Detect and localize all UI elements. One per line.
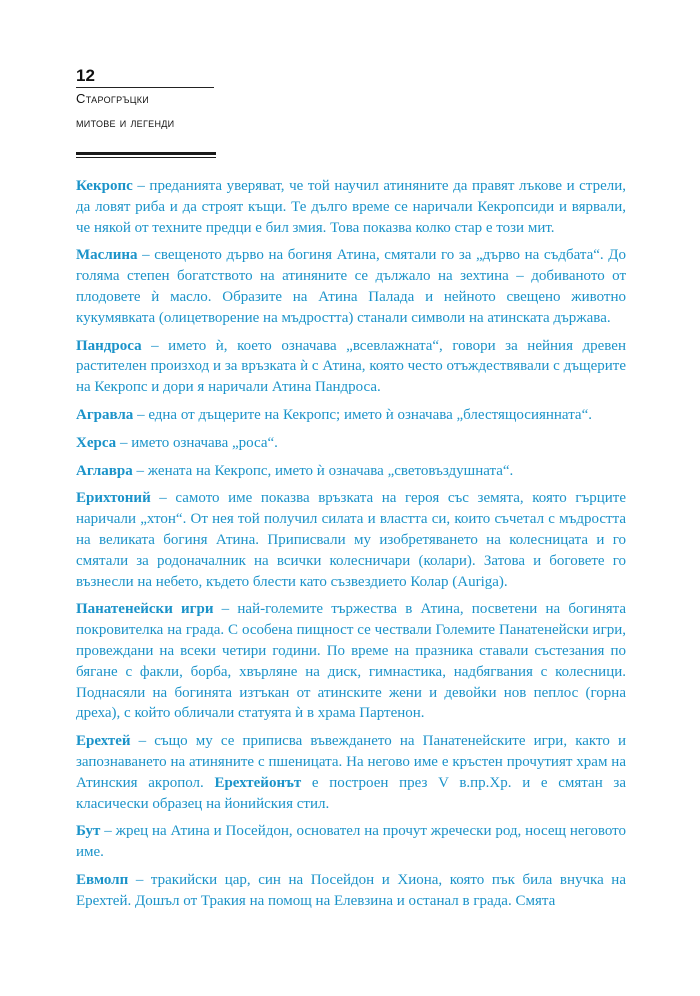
entry-inline-term: Ерехтейонът bbox=[214, 774, 302, 791]
entry-text: – преданията уверяват, че той научил атиняните да правят лъкове и стрели, да ловят риба и да строят къщи. Те дълго време се наричали Кекропсиди и вярвали, че някой от техните предци е бил змия. Това показва колко стар е този мит. bbox=[76, 178, 626, 236]
decorative-rule bbox=[76, 152, 216, 158]
book-title-line1: Старогръцки bbox=[76, 91, 150, 106]
running-header bbox=[76, 66, 216, 132]
glossary-entry-panateneyski-igri bbox=[76, 599, 626, 724]
book-title-line2: митове и легенди bbox=[76, 115, 175, 130]
entry-text: – жената на Кекропс, името ѝ означава „световъздушната“. bbox=[132, 462, 514, 479]
entry-text: – тракийски цар, син на Посейдон и Хиона, която пък била внучка на Ерехтей. Дошъл от Тракия на помощ на Елевзина и останал в града. Смята bbox=[76, 871, 626, 909]
entry-text: – една от дъщерите на Кекропс; името ѝ означава „блестящосиянната“. bbox=[133, 406, 592, 423]
glossary-entry-pandrosa bbox=[76, 336, 626, 398]
entry-term: Аглавра bbox=[76, 462, 133, 479]
decorative-rule-thick bbox=[76, 152, 216, 155]
entry-text: – най-големите тържества в Атина, посветени на богинята покровителка на града. С особена пищност се чествали Големите Панатенейски игри, провеждани на всеки четири години. По време на празника ставали състезания по бягане с факли, борба, хвърляне на диск, гимнастика, надбягвания с колесници. Поднасяли на богинята изтъкан от атинските жени и девойки нов пеплос (горна дреха), с който обличали статуята ѝ в храма Партенон. bbox=[76, 601, 626, 722]
glossary-entry-hersa bbox=[76, 433, 626, 454]
glossary-entry-erihtoniy bbox=[76, 488, 626, 592]
entry-text: – свещеното дърво на богиня Атина, смятали го за „дърво на съдбата“. До голяма степен богатството на атиняните се дължало на зехтина – добиваното от плодовете ѝ масло. Образите на Атина Палада и нейното свещено животно кукумявката (олицетворение на мъдростта) станали символи на атинската държава. bbox=[76, 247, 626, 326]
entry-term: Кекропс bbox=[76, 178, 133, 194]
page-number: 12 bbox=[76, 66, 95, 85]
entry-term: Агравла bbox=[76, 406, 134, 423]
entry-term: Бут bbox=[76, 823, 101, 840]
entry-text-continued: е построен през V в.пр.Хр. и е смятан за класически образец на йонийския стил. bbox=[76, 774, 626, 812]
entry-term: Пандроса bbox=[76, 337, 142, 354]
entry-term: Евмолп bbox=[76, 871, 129, 888]
entry-term: Херса bbox=[76, 434, 117, 451]
glossary-entry-kekrops bbox=[76, 176, 626, 238]
glossary-entry-evmolp bbox=[76, 870, 626, 912]
entry-text: – самото име показва връзката на героя със земята, която гърците наричали „хтон“. От нея той получил силата и властта си, които съчетал с мъдростта на великата богиня Атина. Приписвали му изобретяването на колесницата и го смятали за родоначалник на всички колесничари (колари). Затова и боговете го възнесли на небето, където блести като съзвездието Колар (Auriga). bbox=[76, 490, 626, 590]
entry-term: Панатенейски игри bbox=[76, 601, 214, 618]
glossary-entry-but bbox=[76, 821, 626, 863]
glossary-entry-agravla bbox=[76, 405, 626, 426]
entry-text: – името ѝ, което означава „всевлажната“, говори за нейния древен растителен произход и за връзката ѝ с Атина, която често отъждествявали с дъщерите на Кекропс и дори я наричали Атина Пандроса. bbox=[76, 337, 626, 396]
glossary-entry-maslina bbox=[76, 245, 626, 328]
entry-term: Маслина bbox=[76, 247, 138, 264]
glossary-body bbox=[76, 176, 626, 919]
entry-text: – жрец на Атина и Посейдон, основател на прочут жречески род, носещ неговото име. bbox=[76, 823, 626, 861]
entry-term: Ерехтей bbox=[76, 733, 131, 750]
glossary-entry-erehtey bbox=[76, 731, 626, 814]
entry-text: – името означава „роса“. bbox=[116, 434, 278, 451]
entry-term: Ерихтоний bbox=[76, 490, 151, 507]
header-rule bbox=[76, 87, 214, 88]
decorative-rule-thin bbox=[76, 157, 216, 158]
glossary-entry-aglavra bbox=[76, 461, 626, 482]
entry-text: – също му се приписва въвеждането на Панатенейските игри, както и запознаването на атиняните с пшеницата. На негово име е кръстен прочутият храм на Атинския акропол. bbox=[76, 733, 626, 791]
